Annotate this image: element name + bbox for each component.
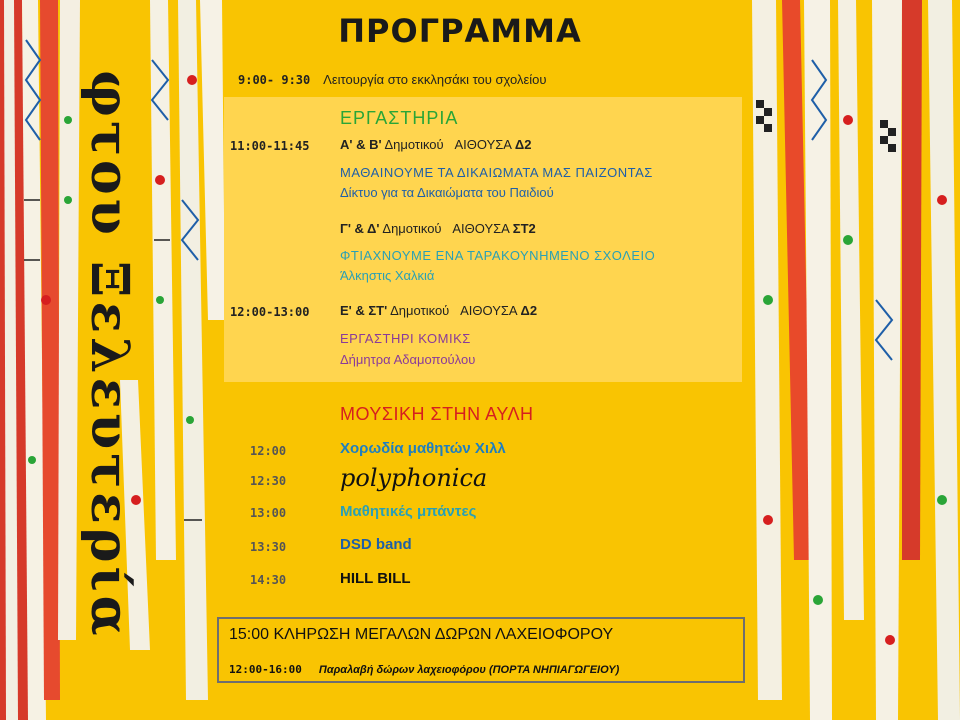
music-4-time: 13:30	[250, 540, 287, 554]
music-2-name: polyphonica	[340, 464, 488, 492]
workshop-3-time: 12:00-13:00	[230, 305, 310, 319]
music-3-time: 13:00	[250, 506, 287, 520]
painted-ribbons-right-decoration	[752, 0, 960, 720]
music-2-time: 12:30	[250, 474, 287, 488]
workshops-heading: ΕΡΓΑΣΤΗΡΙΑ	[340, 108, 459, 128]
music-5-time: 14:30	[250, 573, 287, 587]
lottery-pickup-desc: Παραλαβή δώρων λαχειοφόρου (ΠΟΡΤΑ ΝΗΠΙΑΓΩΓΕΙΟΥ)	[318, 664, 620, 676]
lottery-pickup-time: 12:00-16:00	[229, 663, 302, 676]
workshop-2-name: ΦΤΙΑΧΝΟΥΜΕ ΕΝΑ ΤΑΡΑΚΟΥΝΗΜΕΝΟ ΣΧΟΛΕΙΟ	[340, 248, 656, 263]
music-1-name: Χορωδία μαθητών Χιλλ	[340, 440, 506, 457]
workshop-3-organizer: Δήμητρα Αδαμοπούλου	[340, 352, 476, 367]
workshop-2-organizer: Άλκηστις Χαλκιά	[340, 268, 435, 283]
workshop-3-details: Ε' & ΣΤ' Δημοτικού ΑΙΘΟΥΣΑ Δ2	[340, 303, 538, 318]
side-title-text: φτου Ξελευτερία	[79, 70, 140, 640]
opening-event	[238, 72, 547, 87]
page-title: ΠΡΟΓΡΑΜΜΑ	[338, 12, 582, 50]
lottery-main: 15:00 ΚΛΗΡΩΣΗ ΜΕΓΑΛΩΝ ΔΩΡΩΝ ΛΑΧΕΙΟΦΟΡΟΥ	[229, 626, 614, 643]
music-5-name: HILL BILL	[340, 570, 411, 587]
opening-time: 9:00- 9:30	[238, 73, 311, 87]
music-4-name: DSD band	[340, 536, 412, 553]
workshop-1-time: 11:00-11:45	[230, 139, 310, 153]
workshop-3-name: ΕΡΓΑΣΤΗΡΙ ΚΟΜΙΚΣ	[340, 331, 471, 346]
workshop-1-name: ΜΑΘΑΙΝΟΥΜΕ ΤΑ ΔΙΚΑΙΩΜΑΤΑ ΜΑΣ ΠΑΙΖΟΝΤΑΣ	[340, 165, 653, 180]
music-heading: ΜΟΥΣΙΚΗ ΣΤΗΝ ΑΥΛΗ	[340, 404, 534, 424]
music-3-name: Μαθητικές μπάντες	[340, 503, 477, 520]
lottery-pickup	[229, 663, 619, 676]
opening-text: Λειτουργία στο εκκλησάκι του σχολείου	[323, 72, 547, 87]
side-title-vertical	[70, 70, 140, 650]
music-1-time: 12:00	[250, 444, 287, 458]
workshop-1-organizer: Δίκτυο για τα Δικαιώματα του Παιδιού	[340, 185, 554, 200]
lottery-box	[217, 617, 745, 683]
workshop-2-details: Γ' & Δ' Δημοτικού ΑΙΘΟΥΣΑ ΣΤ2	[340, 221, 536, 236]
workshop-1-details: Α' & Β' Δημοτικού ΑΙΘΟΥΣΑ Δ2	[340, 137, 532, 152]
